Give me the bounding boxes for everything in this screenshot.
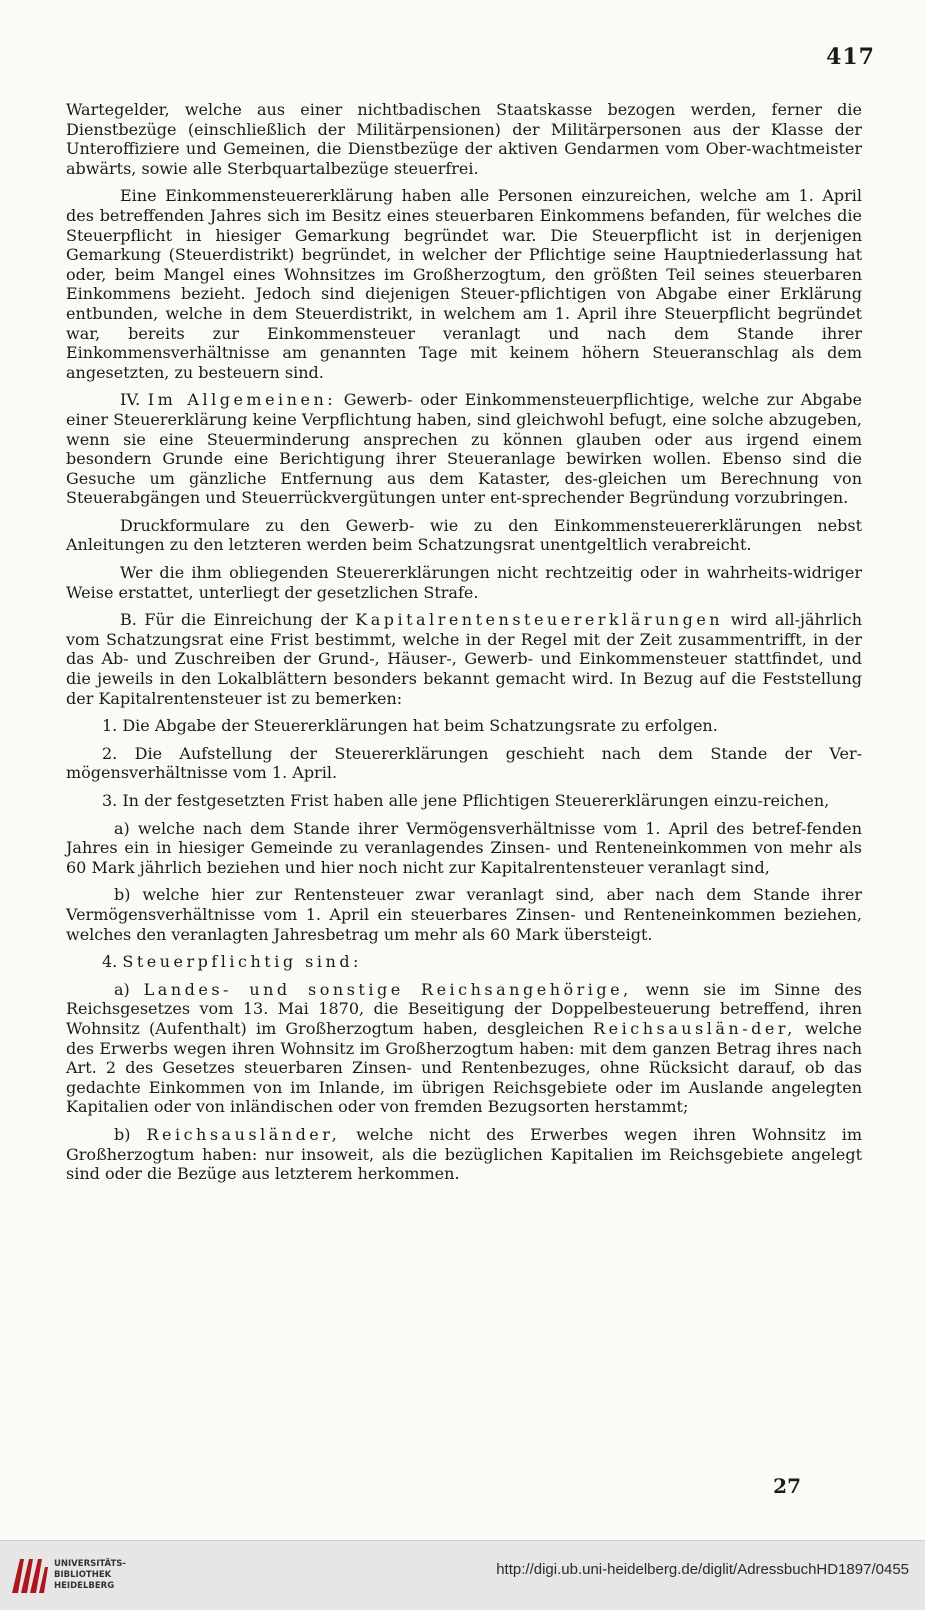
list-item-3a: a) welche nach dem Stande ihrer Vermögensverhältnisse vom 1. April des betref-fenden Jahres ein in hiesiger Gemeinde zu veranlagendes Zinsen- und Renteneinkommen von mehr als 60 Mark jährlich beziehen und hier noch nicht zur Kapitalrentensteuer veranlagt sind, xyxy=(66,818,862,877)
paragraph-forms: Druckformulare zu den Gewerb- wie zu den Einkommensteuererklärungen nebst Anleitungen zu den letzteren werden beim Schatzungsrat unentgeltlich verabreicht. xyxy=(66,515,862,555)
list-item-4-heading: Steuerpflichtig sind: xyxy=(122,952,362,972)
page-number: 417 xyxy=(826,44,875,70)
logo-line-3: HEIDELBERG xyxy=(54,1581,115,1591)
footer-bar xyxy=(0,1540,925,1610)
section-iv xyxy=(66,390,862,508)
list-item-4a-heading: Landes- und sonstige Reichsangehörige, xyxy=(143,979,632,999)
list-item-4b-label: b) xyxy=(114,1124,131,1144)
section-b-heading: Kapitalrentensteuererklärungen xyxy=(355,610,724,630)
list-item-4b-heading: Reichsausländer, xyxy=(146,1124,341,1144)
section-b xyxy=(66,610,862,708)
logo-line-1: UNIVERSITÄTS- xyxy=(54,1559,126,1569)
list-item-4-label: 4. xyxy=(102,952,118,972)
section-iv-text: Gewerb- oder Einkommensteuerpflichtige, welche zur Abgabe einer Steuererklärung keine Verpflichtung haben, sind gleichwohl befugt, eine solche abzugeben, wenn sie eine Steuerminderung ansprechen zu können glauben oder aus irgend einem besondern Grunde eine Berichtigung ihrer Steueranlage bewirken wollen. Ebenso sind die Gesuche um gänzliche Entfernung aus dem Kataster, des-gleichen um Berechnung von Steuerabgängen und Steuerrückvergütungen unter ent-sprechender Begründung vorzubringen. xyxy=(66,390,862,508)
logo-line-2: BIBLIOTHEK xyxy=(54,1570,112,1580)
list-item-2: 2. Die Aufstellung der Steuererklärungen geschieht nach dem Stande der Ver-mögensverhältnisse vom 1. April. xyxy=(66,743,862,783)
list-item-1: 1. Die Abgabe der Steuererklärungen hat beim Schatzungsrate zu erfolgen. xyxy=(102,716,718,736)
section-iv-label: IV. xyxy=(120,390,141,410)
list-item-4a-label: a) xyxy=(114,979,130,999)
list-item-4a xyxy=(66,980,862,1117)
list-item-4 xyxy=(66,952,862,972)
printer-signature: 27 xyxy=(773,1474,801,1498)
library-logo-icon xyxy=(10,1555,50,1595)
list-item-4a-text1: wenn sie im Sinne des Reichsgesetzes vom 13. Mai 1870, die Beseitigung der Doppelbesteuerung betreffend, ihren Wohnsitz (Aufenthalt) im Großherzogtum haben, desgleichen xyxy=(66,979,862,1038)
list-item-4a-heading2: Reichsauslän-der, xyxy=(593,1018,796,1038)
list-item-4a-text2: welche des Erwerbs wegen ihren Wohnsitz im Großherzogtum haben: mit dem ganzen Betrag ihres nach Art. 2 des Gesetzes steuerbaren Zinsen- und Rentenbezuges, ohne Rücksicht darauf, ob das gedachte Einkommen von im Inlande, im übrigen Reichsgebiete oder im Auslande angelegten Kapitalien oder von inländischen oder von fremden Bezugsorten herstammt; xyxy=(66,1018,862,1117)
library-logo-text xyxy=(54,1559,126,1592)
library-logo[interactable] xyxy=(10,1555,126,1599)
paragraph-1: Wartegelder, welche aus einer nichtbadischen Staatskasse bezogen werden, ferner die Dienstbezüge (einschließlich der Militärpensionen) der Militärpersonen aus der Klasse der Unteroffiziere und Gemeinen, die Dienstbezüge der aktiven Gendarmen vom Ober-wachtmeister abwärts, sowie alle Sterbquartalbezüge steuerfrei. xyxy=(66,100,862,178)
section-iv-heading: Im Allgemeinen: xyxy=(147,390,337,410)
paragraph-penalty: Wer die ihm obliegenden Steuererklärungen nicht rechtzeitig oder in wahrheits-widriger Weise erstattet, unterliegt der gesetzlichen Strafe. xyxy=(66,563,862,602)
section-b-label: B. xyxy=(120,610,137,630)
page-body xyxy=(66,100,862,1192)
paragraph-2: Eine Einkommensteuererklärung haben alle Personen einzureichen, welche am 1. April des betreffenden Jahres sich im Besitz eines steuerbaren Einkommens befanden, für welches die Steuerpflicht in hiesiger Gemarkung begründet war. Die Steuerpflicht ist in derjenigen Gemarkung (Steuerdistrikt) begründet, in welcher der Pflichtige seine Hauptniederlassung hat oder, beim Mangel eines Wohnsitzes im Großherzogtum, den größten Teil seines steuerbaren Einkommens bezieht. Jedoch sind diejenigen Steuer-pflichtigen von Abgabe einer Erklärung entbunden, welche in dem Steuerdistrikt, in welchem am 1. April ihre Steuerpflicht begründet war, bereits zur Einkommensteuer veranlagt und nach dem Stande ihrer Einkommensverhältnisse am genannten Tage mit keinem höhern Steueranschlag als dem angesetzten, zu besteuern sind. xyxy=(66,186,862,382)
list-item-3b: b) welche hier zur Rentensteuer zwar veranlagt sind, aber nach dem Stande ihrer Vermögensverhältnisse vom 1. April ein steuerbares Zinsen- und Renteneinkommen beziehen, welches den veranlagten Jahresbetrag um mehr als 60 Mark übersteigt. xyxy=(66,885,862,944)
section-b-text-before: Für die Einreichung der xyxy=(144,610,348,630)
list-item-4b xyxy=(66,1125,862,1184)
list-item-3: 3. In der festgesetzten Frist haben alle jene Pflichtigen Steuererklärungen einzu-reichen, xyxy=(102,791,830,810)
source-url[interactable]: http://digi.ub.uni-heidelberg.de/diglit/AdressbuchHD1897/0455 xyxy=(496,1561,909,1578)
section-b-text-after: wird all-jährlich vom Schatzungsrat eine Frist bestimmt, welche in der Regel mit der Zeit zusammentrifft, in der das Ab- und Zuschreiben der Grund-, Häuser-, Gewerb- und Einkommensteuer stattfindet, und die jeweils in den Lokalblättern besonders bekannt gemacht wird. In Bezug auf die Feststellung der Kapitalrentensteuer ist zu bemerken: xyxy=(66,610,863,708)
list-item-4b-text: welche nicht des Erwerbes wegen ihren Wohnsitz im Großherzogtum haben: nur insoweit, als die bezüglichen Kapitalien im Reichsgebiete angelegt sind oder die Bezüge aus letzterem herkommen. xyxy=(66,1124,863,1184)
